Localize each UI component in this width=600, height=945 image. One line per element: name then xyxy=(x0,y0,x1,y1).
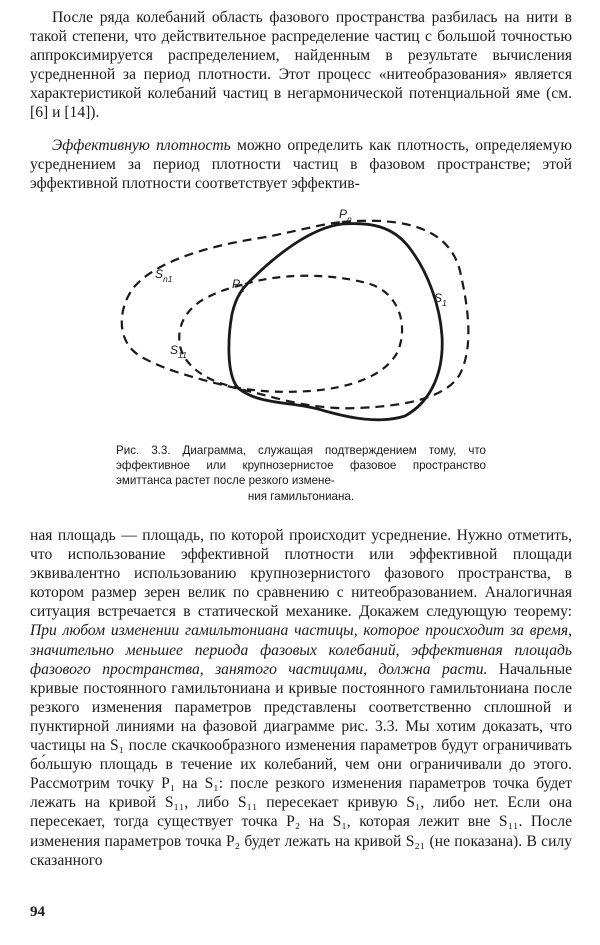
paragraph-1 xyxy=(30,8,572,123)
label-s1: $S_1$ xyxy=(434,291,447,308)
paragraph-3 xyxy=(30,526,572,870)
label-sn1: $S_{n1}$ xyxy=(155,267,173,284)
phase-diagram xyxy=(110,196,500,436)
paragraph-3-text-b: Начальные кривые постоянного гамильтониана и кривые постоянного гамильтониана после резкого изменения параметров представлены соответственно сплошной и пунктирной линиями на фазовой диаграмме рис. 3.3. Мы хотим доказать, что частицы на S₁ после скачкообразного изменения параметров будут ограничивать бо́льшую площадь в течение их колебаний, чем они ограничивали до этого. Рассмотрим точку P₁ на S₁: после резкого изменения параметров точка будет лежать на кривой S₁₁, либо S₁₁ пересекает кривую S₁, либо нет. Если она пересекает, тогда существует точка P₂ на S₁, которая лежит вне S₁₁. После изменения параметров точка P₂ будет лежать на кривой S₂₁ (не показана). В силу сказанного xyxy=(30,660,572,869)
term-effective-density: Эффективную плотность xyxy=(52,137,231,154)
label-pn: $P_n$ xyxy=(339,207,352,224)
page-number: 94 xyxy=(30,904,45,920)
curve-s11-dashed xyxy=(179,276,402,392)
figure-caption-last-line: ния гамильтониана. xyxy=(247,489,355,503)
paragraph-2 xyxy=(30,136,572,193)
label-s11: $S_{11}$ xyxy=(170,343,187,360)
figure-caption xyxy=(116,443,486,504)
curve-sn1-dashed xyxy=(122,221,469,409)
theorem-statement: При любом изменении гамильтониана частицы, которое происходит за время, значительно меньшее периода фазовых колебаний, эффективная площадь фазового пространства, занятого частицами, должна расти. xyxy=(30,622,572,678)
phase-diagram-figure xyxy=(110,196,500,436)
paragraph-2-text: можно определить как плотность, определяемую усреднением за период плотности частиц в фазовом пространстве; этой эффективной плотности соответствует эффектив- xyxy=(30,137,572,193)
paragraph-3-text-a: ная площадь — площадь, по которой происходит усреднение. Нужно отметить, что использование эффективной плотности или эффективной площади эквивалентно использованию крупнозернистого фазового пространства, в котором размер зерен велик по сравнению с нитеобразованием. Аналогичная ситуация встречается в статической механике. Докажем следующую теорему: xyxy=(30,527,572,621)
label-p1: $P_1$ xyxy=(232,277,245,294)
paragraph-1-text: После ряда колебаний область фазового пространства разбилась на нити в такой степени, что действительное распределение частиц с большой точностью аппроксимируется распределением, найденным в результате вычисления усредненной за период плотности. Этот процесс «нитеобразования» является характеристикой колебаний частиц в негармонической потенциальной яме (см. [6] и [14]). xyxy=(30,9,572,122)
figure-caption-text: Рис. 3.3. Диаграмма, служащая подтверждением тому, что эффективное или крупнозернистое фазовое пространство эмиттанса растет после резкого измене- xyxy=(116,444,486,488)
